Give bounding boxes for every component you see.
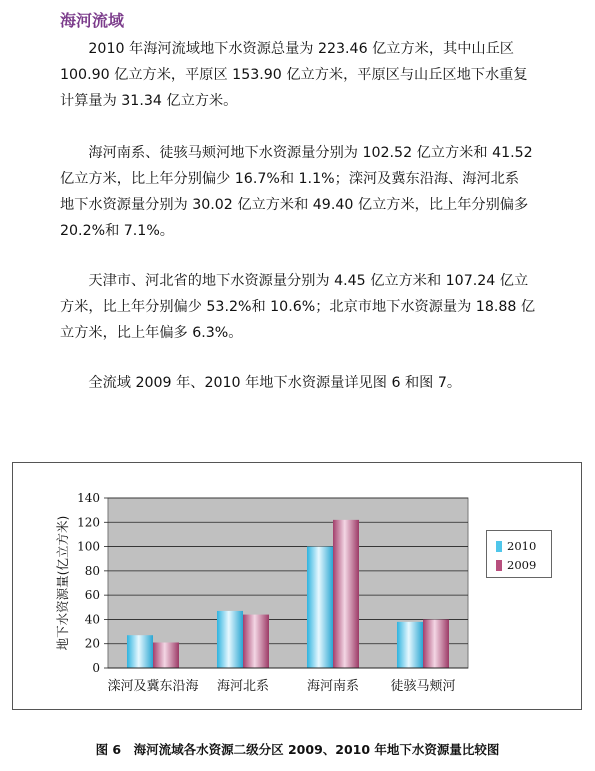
- section-heading: 海河流域: [60, 11, 125, 30]
- x-tick-label: 海河北系: [216, 679, 270, 694]
- bar-2009-1: [243, 615, 269, 668]
- paragraph-line: 天津市、河北省的地下水资源量分别为 4.45 亿立方米和 107.24 亿立: [88, 273, 529, 289]
- y-tick-label: 120: [77, 515, 100, 530]
- legend-swatch-2009: [496, 560, 502, 571]
- paragraph-line: 全流域 2009 年、2010 年地下水资源量详见图 6 和图 7。: [88, 375, 462, 391]
- paragraph-line: 立方米，比上年偏多 6.3%。: [60, 325, 243, 341]
- paragraph-line: 20.2%和 7.1%。: [60, 223, 174, 239]
- x-tick-label: 徒骇马颊河: [390, 679, 456, 694]
- bar-2010-2: [307, 547, 333, 668]
- chart-legend: [486, 530, 552, 578]
- bar-2009-2: [333, 520, 359, 668]
- paragraph-line: 100.90 亿立方米，平原区 153.90 亿立方米，平原区与山丘区地下水重复: [60, 67, 528, 83]
- paragraph-line: 地下水资源量分别为 30.02 亿立方米和 49.40 亿立方米，比上年分别偏多: [60, 197, 529, 213]
- y-tick-label: 100: [77, 539, 100, 554]
- bar-2009-3: [423, 619, 449, 668]
- y-tick-label: 60: [84, 588, 100, 603]
- bar-2010-3: [397, 622, 423, 668]
- y-tick-label: 0: [92, 661, 100, 675]
- bar-2009-0: [153, 643, 179, 669]
- paragraph-line: 方米，比上年分别偏少 53.2%和 10.6%；北京市地下水资源量为 18.88 亿: [60, 299, 536, 315]
- paragraph-line: 亿立方米，比上年分别偏少 16.7%和 1.1%；滦河及冀东沿海、海河北系: [60, 171, 520, 187]
- y-tick-label: 140: [77, 491, 100, 505]
- legend-item-2010: [496, 539, 536, 553]
- x-tick-label: 滦河及冀东沿海: [107, 679, 199, 694]
- y-tick-label: 20: [84, 636, 100, 651]
- paragraph-line: 计算量为 31.34 亿立方米。: [60, 93, 238, 109]
- y-tick-label: 40: [84, 612, 100, 627]
- legend-label-2010: 2010: [507, 539, 537, 553]
- paragraph-line: 2010 年海河流域地下水资源总量为 223.46 亿立方米，其中山丘区: [88, 41, 514, 57]
- y-tick-label: 80: [84, 563, 100, 578]
- bar-2010-0: [127, 635, 153, 668]
- figure-caption: 图 6 海河流域各水资源二级分区 2009、2010 年地下水资源量比较图: [95, 742, 500, 757]
- paragraph-line: 海河南系、徒骇马颊河地下水资源量分别为 102.52 亿立方米和 41.52: [88, 145, 533, 161]
- legend-item-2009: [496, 558, 536, 572]
- y-axis-label: 地下水资源量(亿立方米): [55, 515, 70, 651]
- x-tick-label: 海河南系: [306, 679, 360, 694]
- bar-2010-1: [217, 611, 243, 668]
- legend-label-2009: 2009: [507, 558, 537, 572]
- legend-swatch-2010: [496, 541, 502, 552]
